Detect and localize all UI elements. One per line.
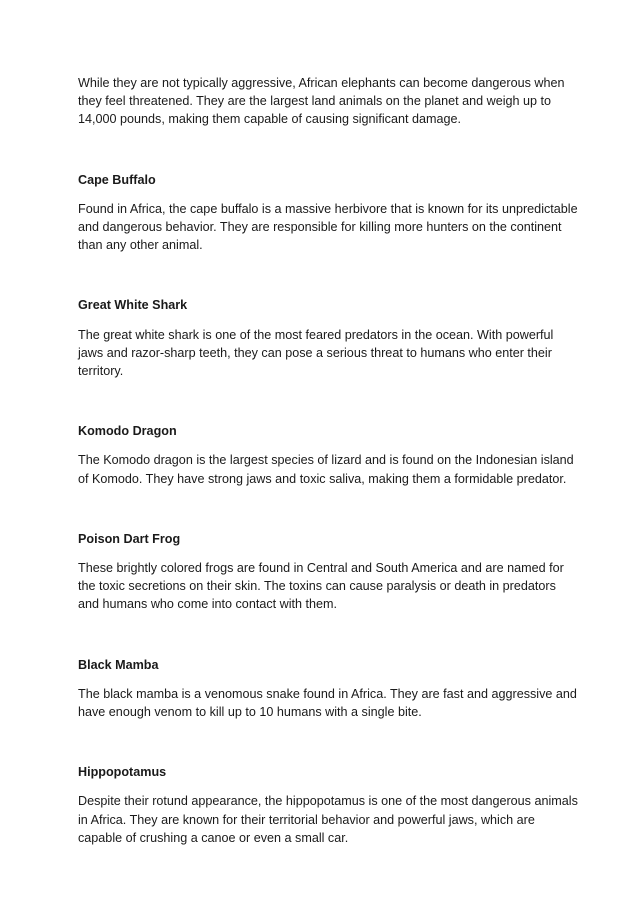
intro-paragraph: While they are not typically aggressive, African elephants can become dangerous when they feel threatened. They are the largest land animals on the planet and weigh up to 14,000 pounds, making them capable of causing significant damage. [78, 76, 565, 127]
section-paragraph: The great white shark is one of the most feared predators in the ocean. With powerful jaws and razor-sharp teeth, they can pose a serious threat to humans who enter their territory. [78, 327, 554, 379]
section-paragraph: Despite their rotund appearance, the hippopotamus is one of the most dangerous animals in Africa. They are known for their territorial behavior and powerful jaws, which are capable of crushing a canoe or even a small car. [78, 794, 578, 845]
section-poison-dart-frog [78, 530, 578, 614]
section-paragraph: The black mamba is a venomous snake found in Africa. They are fast and aggressive and have enough venom to kill up to 10 humans with a single bite. [78, 686, 577, 720]
section-heading: Komodo Dragon [78, 424, 177, 439]
section-heading: Black Mamba [78, 657, 159, 672]
section-paragraph: These brightly colored frogs are found in Central and South America and are named for the toxic secretions on their skin. The toxins can cause paralysis or death in predators and humans who come into contact with them. [78, 561, 564, 612]
section-paragraph: Found in Africa, the cape buffalo is a massive herbivore that is known for its unpredictable and dangerous behavior. They are responsible for killing more hunters on the continent than any other animal. [78, 201, 578, 253]
section-heading: Poison Dart Frog [78, 531, 181, 546]
section-heading: Great White Shark [78, 298, 188, 313]
section-heading: Hippopotamus [78, 765, 167, 780]
section-great-white-shark [78, 296, 578, 380]
section-cape-buffalo [78, 171, 578, 255]
section-black-mamba [78, 656, 578, 722]
section-komodo-dragon [78, 422, 578, 488]
section-heading: Cape Buffalo [78, 172, 156, 187]
section-hippopotamus [78, 763, 578, 847]
section-paragraph: The Komodo dragon is the largest species of lizard and is found on the Indonesian island of Komodo. They have strong jaws and toxic saliva, making them a formidable predator. [78, 453, 574, 486]
